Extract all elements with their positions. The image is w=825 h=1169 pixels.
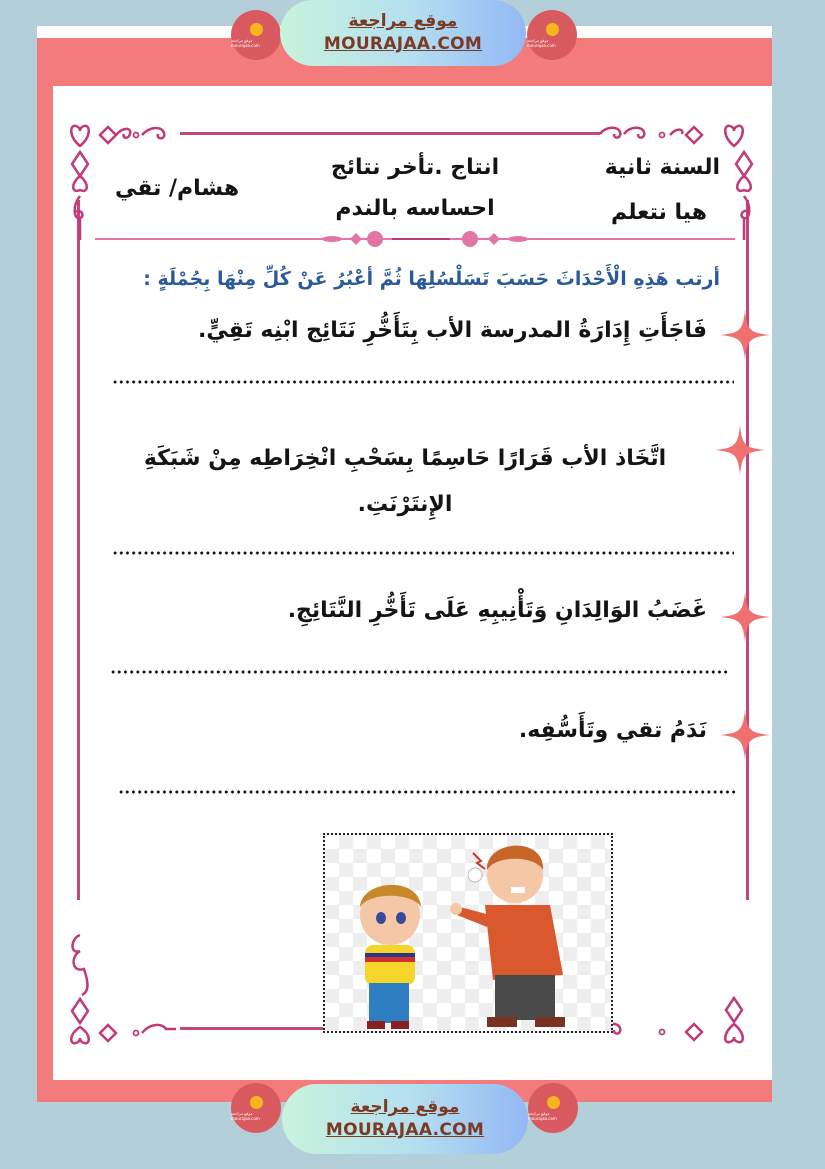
answer-line-1[interactable]	[112, 380, 734, 384]
logo-icon	[250, 23, 263, 36]
logo-icon	[546, 23, 559, 36]
lesson-series-label: هيا نتعلم	[610, 200, 707, 225]
badge-text: موقع مراجعة mourajaa.com	[527, 37, 556, 48]
site-badge-right	[528, 1083, 578, 1133]
star-bullet-icon	[720, 310, 770, 360]
illustration-father-scolding-boy	[323, 833, 613, 1033]
star-bullet-icon	[720, 592, 770, 642]
answer-line-3[interactable]	[110, 670, 730, 674]
event-sentence-2: اتَّخَاذ الأب قَرَارًا حَاسِمًا بِسَحْبِ انْخِرَاطِه مِنْ شَبَكَةِ الإِنتَرْنَتِ.	[143, 446, 667, 517]
site-banner-bottom[interactable]	[282, 1084, 528, 1154]
side-ornament-top-right	[730, 150, 760, 240]
badge-text: موقع مراجعة mourajaa.com	[231, 37, 260, 48]
badge-text: موقع مراجعة mourajaa.com	[231, 1110, 260, 1121]
author-label: هشام/ تقي	[115, 176, 240, 201]
grade-label: السنة ثانية	[604, 155, 720, 180]
site-badge-left	[231, 10, 281, 60]
star-bullet-icon	[720, 710, 770, 760]
worksheet-subtitle: احساسه بالندم	[335, 196, 495, 221]
corner-ornament-top-right	[600, 118, 760, 152]
worksheet-title: انتاج .تأخر نتائج	[330, 155, 500, 180]
frame-top-line	[180, 132, 600, 135]
site-badge-right	[527, 10, 577, 60]
event-sentence-1: فَاجَأَتِ إِدَارَةُ المدرسة الأب بِتَأَخُّرِ نَتَائِج ابْنِه تَقِيٍّ.	[198, 318, 707, 343]
event-sentence-4: نَدَمُ تقي وتَأَسُّفِه.	[518, 718, 707, 743]
star-bullet-icon	[715, 425, 765, 475]
divider-ornament	[320, 228, 530, 250]
event-sentence-3: غَضَبُ الوَالِدَانِ وَتَأْنِيبِهِ عَلَى تَأَخُّرِ النَّتَائِجِ.	[287, 598, 707, 623]
corner-ornament-bottom-left	[66, 895, 176, 1045]
logo-icon	[547, 1096, 560, 1109]
site-domain[interactable]: MOURAJAA.COM	[323, 34, 483, 54]
site-name-ar[interactable]: موقع مراجعة	[348, 11, 458, 31]
badge-text: موقع مراجعة mourajaa.com	[528, 1110, 557, 1121]
side-ornament-top-left	[66, 150, 96, 240]
site-banner-top[interactable]	[280, 0, 526, 66]
answer-line-4[interactable]	[118, 790, 736, 794]
coral-frame-left	[37, 38, 53, 1102]
frame-right-line	[746, 200, 749, 900]
site-domain[interactable]: MOURAJAA.COM	[325, 1120, 485, 1140]
corner-ornament-top-left	[66, 118, 176, 152]
corner-ornament-bottom-right	[600, 990, 760, 1046]
site-badge-left	[231, 1083, 281, 1133]
cartoon-figures-image	[325, 835, 611, 1031]
frame-left-line	[77, 200, 80, 900]
exercise-instruction: أرتب هَذِهِ الْأَحْدَاثَ حَسَبَ تَسَلْسُلِهَا ثُمَّ أعْبُرُ عَنْ كُلِّ مِنْهَا بِجُمْلَةٍ :	[143, 268, 720, 290]
site-name-ar[interactable]: موقع مراجعة	[350, 1097, 460, 1117]
answer-line-2[interactable]	[112, 551, 734, 555]
logo-icon	[250, 1096, 263, 1109]
